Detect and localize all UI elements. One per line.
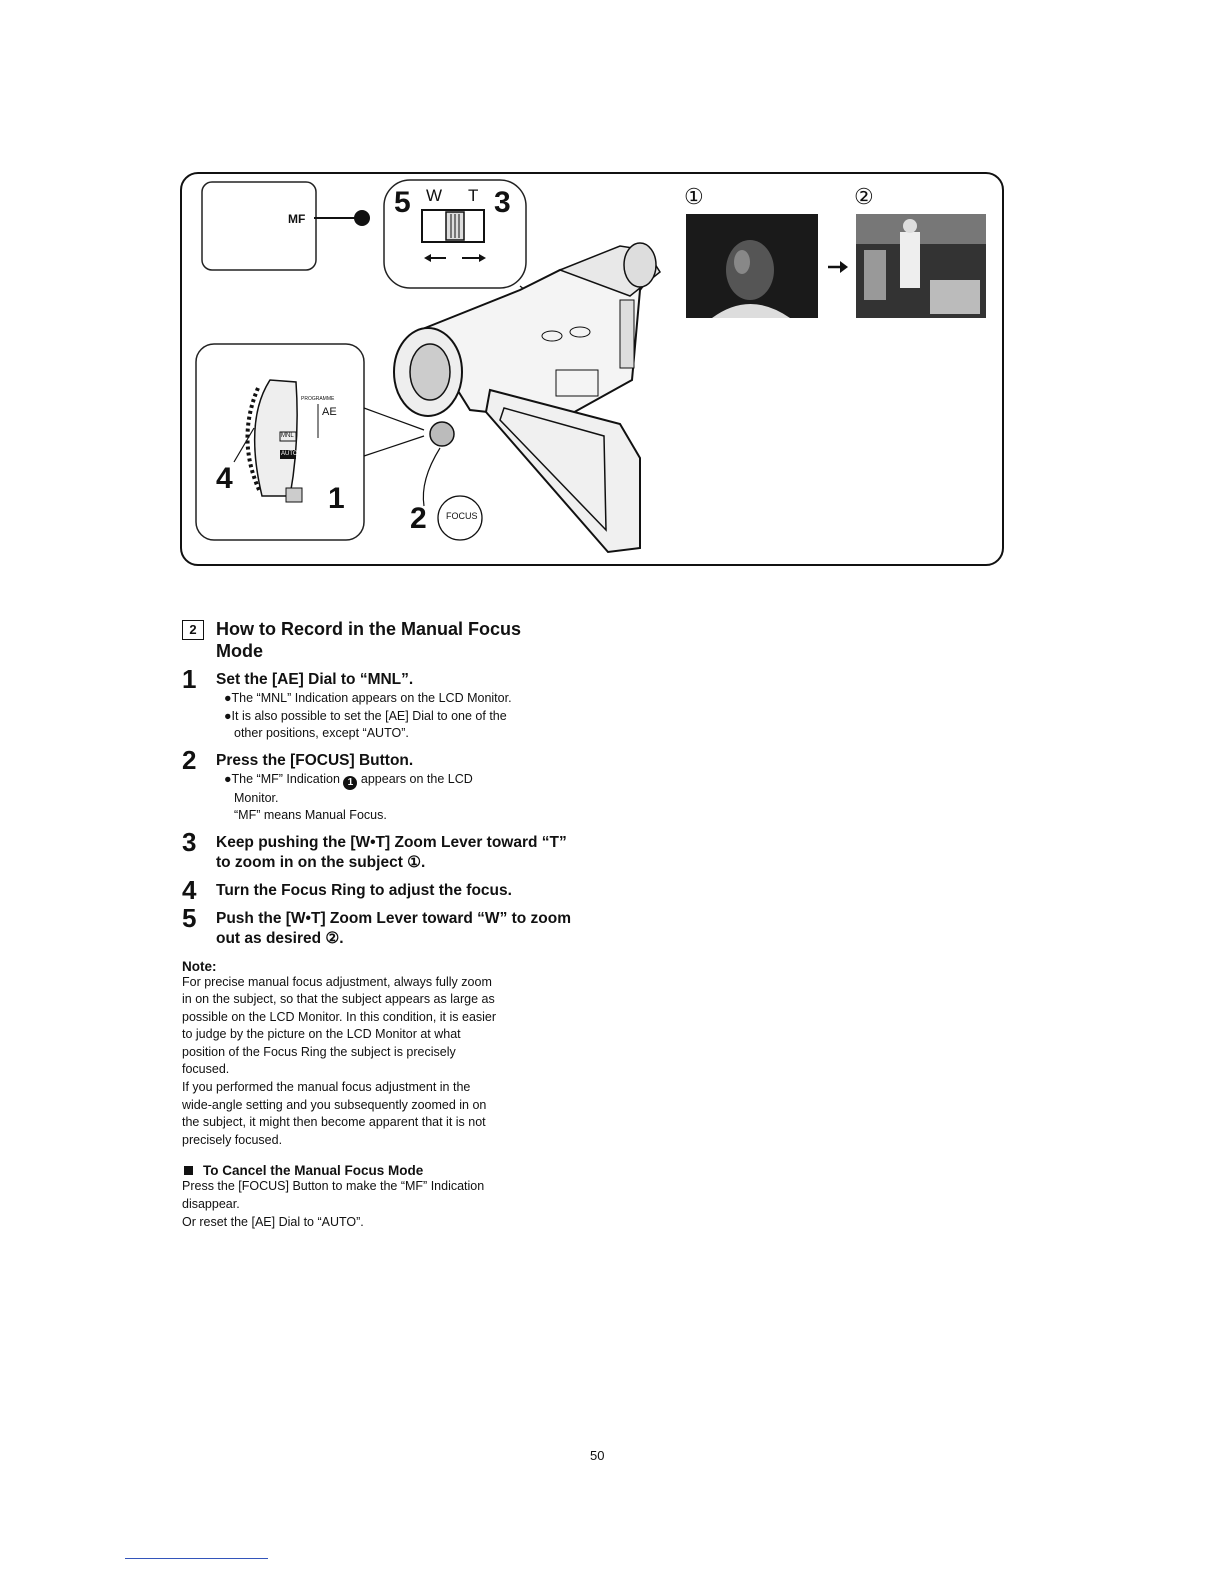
lcd-indication-box xyxy=(202,182,316,270)
lcd-panel xyxy=(486,390,640,552)
dial-ae-label: AE xyxy=(322,406,337,418)
footer-rule xyxy=(125,1558,268,1559)
cancel-line: Press the [FOCUS] Button to make the “MF” Indication xyxy=(182,1179,485,1194)
step-4 xyxy=(182,874,572,905)
callout-4: 4 xyxy=(216,462,233,495)
step-heading: Push the [W•T] Zoom Lever toward “W” to zoom out as desired ②. xyxy=(216,909,572,947)
note-line: to judge by the picture on the LCD Monitor at what xyxy=(182,1027,461,1042)
dial-auto-label: AUTO xyxy=(281,451,298,457)
note-heading: Note: xyxy=(182,958,217,974)
marker-1-icon xyxy=(354,210,370,226)
cancel-heading-text: To Cancel the Manual Focus Mode xyxy=(203,1163,424,1179)
step-heading: Keep pushing the [W•T] Zoom Lever toward “T” to zoom in on the subject ①. xyxy=(216,833,567,871)
bullet-text: appears on the LCD xyxy=(360,771,473,786)
focus-button-icon xyxy=(430,422,454,446)
dial-mnl-label: MNL xyxy=(281,433,294,439)
step-bullet: “MF” means Manual Focus. xyxy=(234,808,387,822)
step-5 xyxy=(182,902,572,949)
marker-1-icon: 1 xyxy=(343,776,357,790)
step-heading: Press the [FOCUS] Button. xyxy=(216,751,414,769)
page-number: 50 xyxy=(590,1448,605,1463)
step-number: 1 xyxy=(182,664,197,694)
note-line: focused. xyxy=(182,1062,230,1077)
step-number: 2 xyxy=(182,744,197,775)
note-line: For precise manual focus adjustment, always fully zoom xyxy=(182,974,492,989)
callout-2: 2 xyxy=(410,502,427,535)
note-line: precisely focused. xyxy=(182,1132,283,1147)
zoom-t-label: T xyxy=(468,186,479,205)
step-bullet: other positions, except “AUTO”. xyxy=(234,726,409,740)
note-line: the subject, it might then become apparent that it is not xyxy=(182,1115,486,1130)
section-heading xyxy=(182,618,572,662)
step-bullet: ●It is also possible to set the [AE] Dial to one of the xyxy=(224,708,507,723)
cancel-heading xyxy=(182,1163,572,1178)
cancel-line: disappear. xyxy=(182,1197,240,1212)
callout-5: 5 xyxy=(394,186,411,219)
step-heading: Set the [AE] Dial to “MNL”. xyxy=(216,671,414,688)
section-title: How to Record in the Manual Focus Mode xyxy=(216,619,522,661)
section-number-box: 2 xyxy=(182,620,204,640)
callout-3: 3 xyxy=(494,186,511,219)
note-line: in on the subject, so that the subject appears as large as xyxy=(182,992,495,1007)
square-bullet-icon xyxy=(184,1166,193,1175)
photo-2-label: ② xyxy=(854,184,874,209)
step-3 xyxy=(182,826,572,873)
step-number: 3 xyxy=(182,826,197,857)
note-line: position of the Focus Ring the subject is precisely xyxy=(182,1044,456,1059)
step-number: 4 xyxy=(182,874,197,905)
callout-1: 1 xyxy=(328,482,345,515)
camcorder-diagram xyxy=(0,0,1224,700)
zoom-w-label: W xyxy=(426,186,443,205)
step-number: 5 xyxy=(182,902,197,933)
step-bullet: ●The “MNL” Indication appears on the LCD Monitor. xyxy=(224,691,512,705)
note-line: possible on the LCD Monitor. In this condition, it is easier xyxy=(182,1009,497,1024)
note-line: If you performed the manual focus adjustment in the xyxy=(182,1080,471,1095)
photo-1-label: ① xyxy=(684,184,704,209)
step-2 xyxy=(182,744,572,825)
note-body xyxy=(182,974,572,1150)
step-heading: Turn the Focus Ring to adjust the focus. xyxy=(216,881,512,899)
focus-button-text: FOCUS xyxy=(446,511,478,521)
instructions-column xyxy=(182,618,572,1231)
lcd-mf-label: MF xyxy=(288,212,306,226)
step-bullet xyxy=(224,771,572,790)
note-line: wide-angle setting and you subsequently zoomed in on xyxy=(182,1097,487,1112)
dial-programme-label: PROGRAMME xyxy=(301,396,335,402)
cancel-line: Or reset the [AE] Dial to “AUTO”. xyxy=(182,1214,364,1229)
step-bullet: Monitor. xyxy=(234,790,279,805)
step-1 xyxy=(182,664,572,743)
bullet-text: ●The “MF” Indication xyxy=(224,771,340,786)
